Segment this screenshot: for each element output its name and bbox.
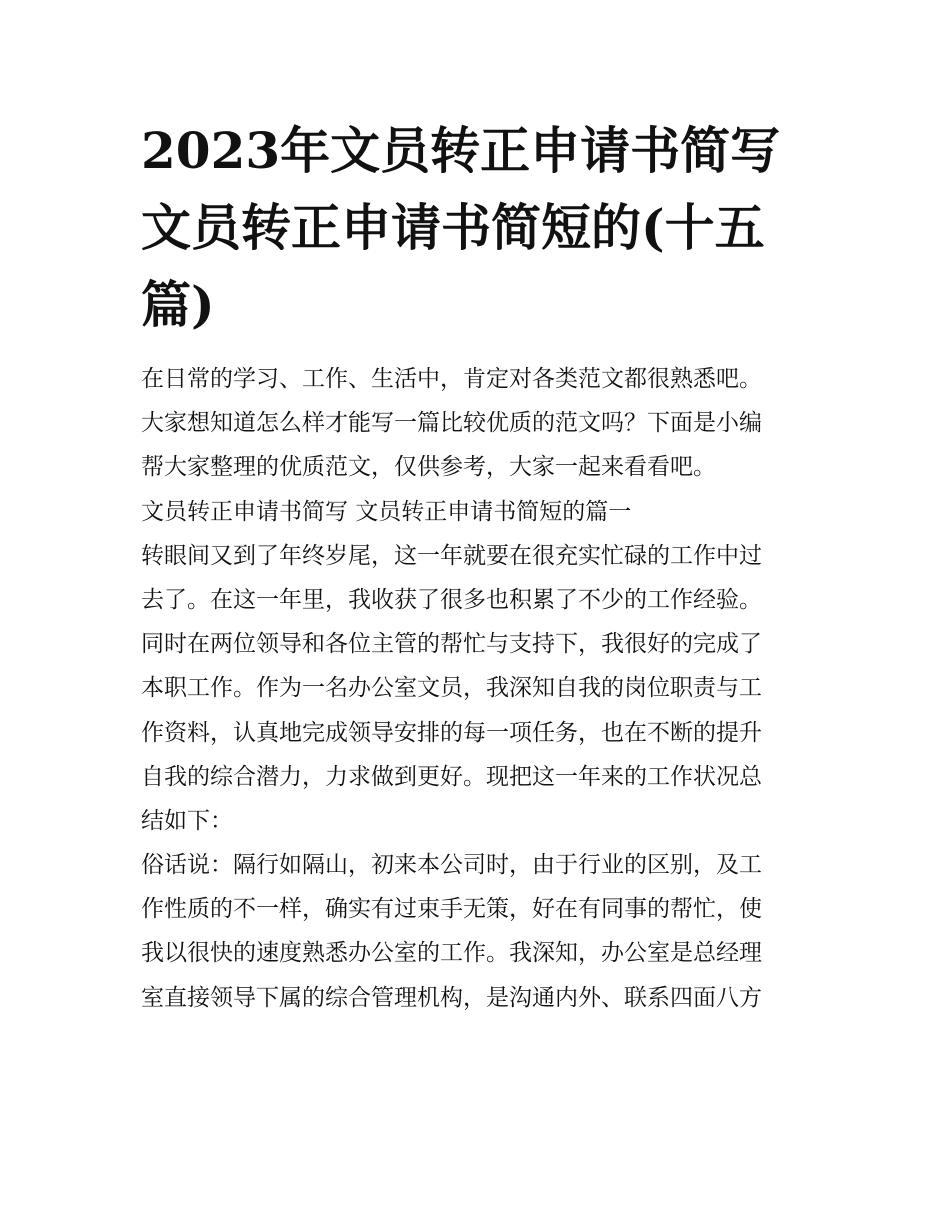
- body-line: 同时在两位领导和各位主管的帮忙与支持下，我很好的完成了: [141, 631, 762, 658]
- body-line: 作性质的不一样，确实有过束手无策，好在有同事的帮忙，使: [141, 896, 762, 923]
- body-line: 我以很快的速度熟悉办公室的工作。我深知，办公室是总经理: [141, 940, 762, 967]
- body-line: 去了。在这一年里，我收获了很多也积累了不少的工作经验。: [141, 586, 762, 613]
- body-line: 室直接领导下属的综合管理机构，是沟通内外、联系四面八方: [141, 984, 762, 1011]
- body-line: 俗话说：隔行如隔山，初来本公司时，由于行业的区别，及工: [141, 852, 762, 879]
- body-line: 本职工作。作为一名办公室文员，我深知自我的岗位职责与工: [141, 675, 762, 702]
- title-line-3: 篇): [141, 275, 215, 334]
- body-line: 结如下：: [141, 807, 233, 834]
- body-line: 帮大家整理的优质范文，仅供参考，大家一起来看看吧。: [141, 454, 716, 481]
- document-body: [141, 357, 821, 1020]
- body-line: 大家想知道怎么样才能写一篇比较优质的范文吗？下面是小编: [141, 410, 762, 437]
- body-line: 转眼间又到了年终岁尾，这一年就要在很充实忙碌的工作中过: [141, 542, 762, 569]
- title-line-2: 文员转正申请书简短的(十五: [141, 198, 765, 257]
- section-heading: 文员转正申请书简写 文员转正申请书简短的篇一: [141, 498, 632, 525]
- body-line: 作资料，认真地完成领导安排的每一项任务，也在不断的提升: [141, 719, 762, 746]
- body-line: 自我的综合潜力，力求做到更好。现把这一年来的工作状况总: [141, 763, 762, 790]
- body-line: 在日常的学习、工作、生活中，肯定对各类范文都很熟悉吧。: [141, 366, 762, 392]
- document-title: [141, 112, 821, 343]
- title-line-1: 2023年文员转正申请书简写: [141, 121, 781, 180]
